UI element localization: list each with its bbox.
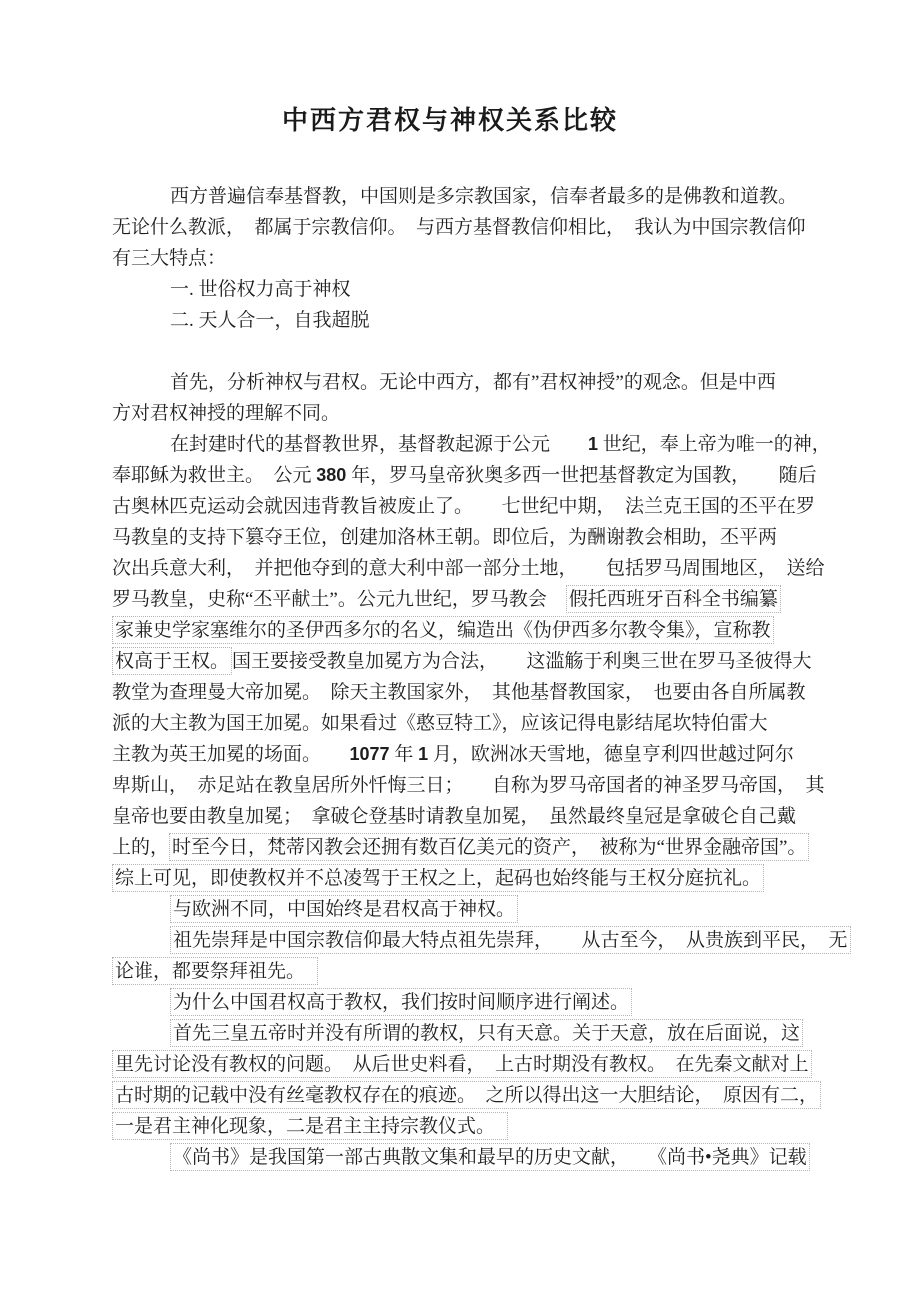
text-line bbox=[112, 646, 812, 677]
proofing-boxed-text: 假托西班牙百科全书编纂 bbox=[566, 585, 781, 613]
text-line bbox=[112, 398, 784, 429]
text-segment: 罗马教皇，史称“丕平献土”。公元九世纪，罗马教会 bbox=[112, 589, 566, 610]
text-segment: 马教皇的支持下篡夺王位，创建加洛林王朝。即位后，为酬谢教会相助，丕平两 bbox=[112, 527, 778, 548]
text-line bbox=[112, 1142, 807, 1173]
text-line bbox=[112, 367, 784, 398]
number-text: 380 bbox=[316, 465, 347, 485]
text-line bbox=[112, 553, 825, 584]
text-line bbox=[112, 460, 817, 491]
number-text: 1 bbox=[588, 434, 599, 454]
text-line bbox=[112, 863, 784, 894]
proofing-boxed-text: 家兼史学家塞维尔的圣伊西多尔的名义，编造出《伪伊西多尔教令集》，宣称教 bbox=[112, 616, 774, 644]
text-line bbox=[112, 956, 784, 987]
proofing-boxed-text: 为什么中国君权高于教权，我们按时间顺序进行阐述。 bbox=[170, 988, 632, 1016]
text-line bbox=[112, 1049, 809, 1080]
proofing-boxed-text: 权高于王权。 bbox=[112, 647, 232, 675]
text-line bbox=[112, 305, 784, 336]
proofing-boxed-text: 一是君主神化现象，二是君主主持宗教仪式。 bbox=[112, 1112, 508, 1140]
text-line bbox=[112, 615, 784, 646]
text-line bbox=[112, 770, 825, 801]
text-segment: 次出兵意大利， 并把他夺到的意大利中部一部分土地， 包括罗马周围地区， 送给 bbox=[112, 558, 825, 579]
number-text: 1 bbox=[418, 744, 429, 764]
text-segment: 主教为英王加冕的场面。 bbox=[112, 744, 350, 765]
text-line bbox=[112, 1018, 801, 1049]
text-segment: 方对君权神授的理解不同。 bbox=[112, 403, 341, 424]
text-segment: 有三大特点： bbox=[112, 248, 227, 269]
text-segment: 一. 世俗权力高于神权 bbox=[170, 279, 351, 300]
text-segment: 在封建时代的基督教世界，基督教起源于公元 bbox=[170, 434, 589, 455]
text-line bbox=[112, 274, 784, 305]
text-segment: 教堂为查理曼大帝加冕。 除天主教国家外， 其他基督教国家， 也要由各自所属教 bbox=[112, 682, 806, 703]
text-segment: 二. 天人合一，自我超脱 bbox=[170, 310, 370, 331]
blank-line bbox=[112, 336, 784, 367]
text-line bbox=[112, 987, 784, 1018]
number-text: 1077 bbox=[349, 744, 390, 764]
proofing-boxed-text: 里先讨论没有教权的问题。 从后世史料看， 上古时期没有教权。 在先秦文献对上 bbox=[112, 1050, 812, 1078]
text-line bbox=[112, 832, 807, 863]
proofing-boxed-text: 古时期的记载中没有丝毫教权存在的痕迹。 之所以得出这一大胆结论， 原因有二， bbox=[112, 1081, 821, 1109]
text-segment: 上的， bbox=[112, 837, 170, 858]
text-line bbox=[112, 584, 784, 615]
text-segment: 皇帝也要由教皇加冕； 拿破仑登基时请教皇加冕， 虽然最终皇冠是拿破仑自己戴 bbox=[112, 806, 797, 827]
text-segment: 派的大主教为国王加冕。如果看过《憨豆特工》，应该记得电影结尾坎特伯雷大 bbox=[112, 713, 768, 734]
text-line bbox=[112, 243, 784, 274]
text-line bbox=[112, 522, 784, 553]
text-line bbox=[112, 894, 784, 925]
text-line bbox=[112, 925, 848, 956]
text-line bbox=[112, 1080, 819, 1111]
text-line bbox=[112, 708, 784, 739]
text-line bbox=[112, 1111, 784, 1142]
text-segment: 年 bbox=[389, 744, 419, 765]
text-line bbox=[112, 429, 831, 460]
text-segment: 国王要接受教皇加冕方为合法， 这滥觞于利奥三世在罗马圣彼得大 bbox=[232, 651, 812, 672]
document-title: 中西方君权与神权关系比较 bbox=[281, 106, 618, 135]
proofing-boxed-text: 祖先崇拜是中国宗教信仰最大特点祖先崇拜， 从古至今， 从贵族到平民， 无 bbox=[170, 926, 851, 954]
text-segment: 奉耶稣为救世主。 公元 bbox=[112, 465, 317, 486]
document-body bbox=[112, 181, 848, 1173]
proofing-boxed-text: 《尚书》是我国第一部古典散文集和最早的历史文献， 《尚书•尧典》记载 bbox=[170, 1143, 810, 1171]
proofing-boxed-text: 时至今日，梵蒂冈教会还拥有数百亿美元的资产， 被称为“世界金融帝国”。 bbox=[169, 833, 809, 861]
text-segment: 首先，分析神权与君权。无论中西方，都有”君权神授”的观念。但是中西 bbox=[170, 372, 776, 393]
text-line bbox=[112, 801, 797, 832]
text-segment: 月，欧洲冰天雪地，德皇亨利四世越过阿尔 bbox=[428, 744, 794, 765]
text-line bbox=[112, 491, 816, 522]
text-segment: 世纪，奉上帝为唯一的神， bbox=[598, 434, 831, 455]
proofing-boxed-text: 与欧洲不同，中国始终是君权高于神权。 bbox=[170, 895, 518, 923]
text-segment: 古奥林匹克运动会就因违背教旨被废止了。 七世纪中期， 法兰克王国的丕平在罗 bbox=[112, 496, 816, 517]
text-line bbox=[112, 739, 794, 770]
text-segment: 年，罗马皇帝狄奥多西一世把基督教定为国教， 随后 bbox=[346, 465, 817, 486]
proofing-boxed-text: 综上可见，即使教权并不总凌驾于王权之上，起码也始终能与王权分庭抗礼。 bbox=[112, 864, 764, 892]
text-line bbox=[112, 212, 806, 243]
text-segment: 西方普遍信奉基督教，中国则是多宗教国家，信奉者最多的是佛教和道教。 bbox=[170, 186, 798, 207]
text-segment: 卑斯山， 赤足站在教皇居所外忏悔三日； 自称为罗马帝国者的神圣罗马帝国， 其 bbox=[112, 775, 825, 796]
proofing-boxed-text: 首先三皇五帝时并没有所谓的教权，只有天意。关于天意，放在后面说，这 bbox=[170, 1019, 803, 1047]
text-line bbox=[112, 181, 798, 212]
text-line bbox=[112, 677, 806, 708]
text-segment: 无论什么教派， 都属于宗教信仰。 与西方基督教信仰相比， 我认为中国宗教信仰 bbox=[112, 217, 806, 238]
proofing-boxed-text: 论谁，都要祭拜祖先。 bbox=[112, 957, 318, 985]
